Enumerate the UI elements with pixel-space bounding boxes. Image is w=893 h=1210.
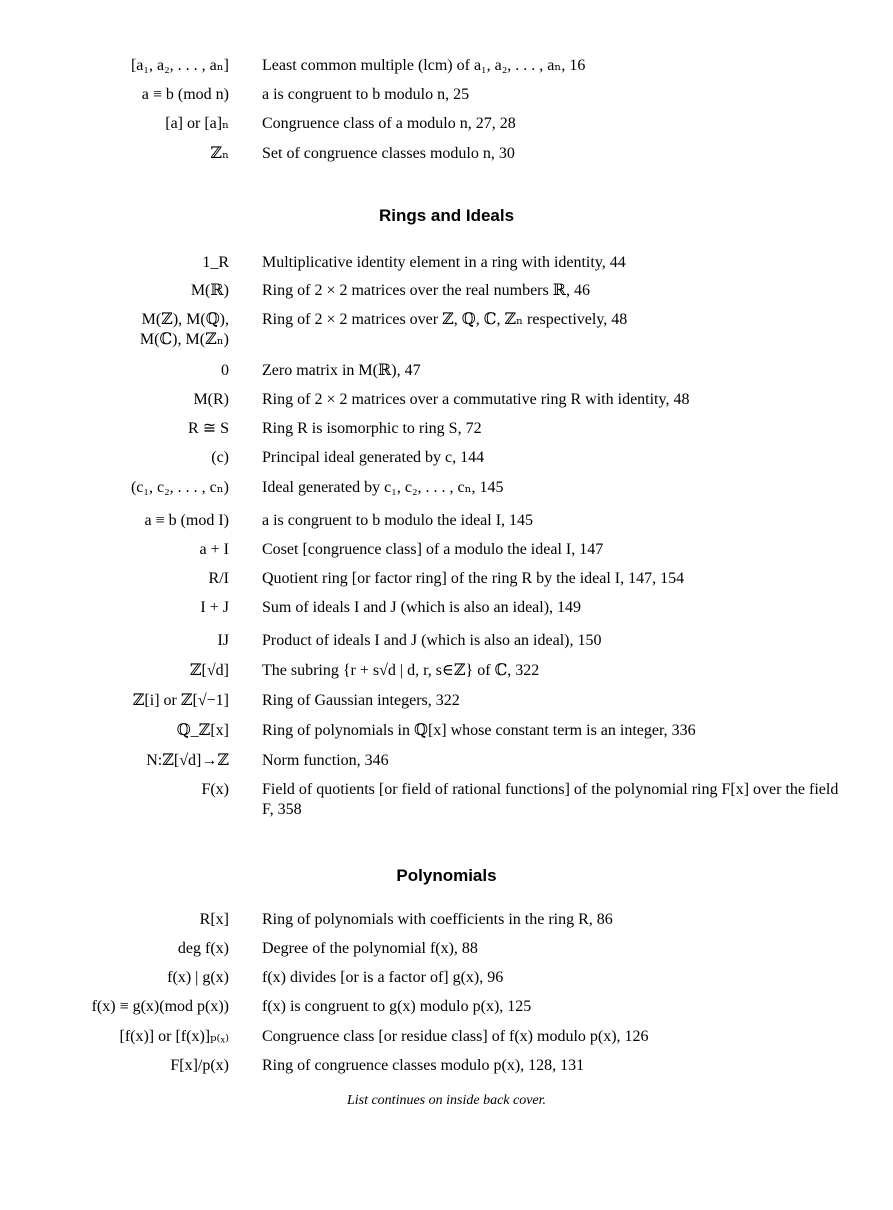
symbol: a + I — [199, 541, 229, 558]
description: Congruence class of a modulo n, 27, 28 — [262, 115, 516, 132]
description: Ring of Gaussian integers, 322 — [262, 692, 460, 709]
description: The subring {r + s√d | d, r, s∈ℤ} of ℂ, 322 — [262, 662, 540, 679]
section-heading: Rings and Ideals — [378, 206, 515, 225]
description: Ring of polynomials with coefficients in the ring R, 86 — [262, 911, 613, 928]
description: Congruence class [or residue class] of f(x) modulo p(x), 126 — [262, 1028, 649, 1045]
symbol: (c) — [211, 449, 229, 466]
description: f(x) divides [or is a factor of] g(x), 96 — [262, 969, 504, 986]
symbol: 0 — [221, 362, 229, 379]
description: a is congruent to b modulo n, 25 — [262, 86, 470, 103]
symbol: a ≡ b (mod I) — [144, 512, 229, 529]
description: Sum of ideals I and J (which is also an ideal), 149 — [262, 599, 582, 616]
description: Ring of congruence classes modulo p(x), 128, 131 — [262, 1057, 585, 1074]
description: Degree of the polynomial f(x), 88 — [262, 940, 478, 957]
description: Principal ideal generated by c, 144 — [262, 449, 485, 466]
symbol: f(x) ≡ g(x)(mod p(x)) — [91, 998, 229, 1015]
symbol: 1_R — [202, 254, 229, 271]
symbol: ℚ_ℤ[x] — [176, 722, 229, 739]
description: Ring of 2 × 2 matrices over a commutative ring R with identity, 48 — [262, 391, 690, 408]
continuation-note: List continues on inside back cover. — [346, 1093, 547, 1108]
description: a is congruent to b modulo the ideal I, 145 — [262, 512, 534, 529]
symbol: M(ℝ) — [190, 282, 229, 299]
symbol: deg f(x) — [177, 940, 229, 957]
symbol: N:ℤ[√d]→ℤ — [146, 752, 229, 769]
symbol: R/I — [208, 570, 229, 587]
symbol: M(R) — [193, 391, 229, 408]
symbol: F[x]/p(x) — [170, 1057, 229, 1074]
description: Ring of 2 × 2 matrices over ℤ, ℚ, ℂ, ℤₙ respectively, 48 — [262, 311, 628, 328]
symbol: [a] or [a]ₙ — [165, 115, 229, 132]
description: Norm function, 346 — [262, 752, 389, 769]
description: Ring of polynomials in ℚ[x] whose constant term is an integer, 336 — [262, 722, 696, 739]
description: Quotient ring [or factor ring] of the ring R by the ideal I, 147, 154 — [262, 570, 685, 587]
symbol — [140, 310, 229, 350]
description: Ring R is isomorphic to ring S, 72 — [262, 420, 482, 437]
section-heading: Polynomials — [396, 866, 497, 885]
description: Multiplicative identity element in a ring with identity, 44 — [262, 254, 626, 271]
description: Least common multiple (lcm) of a₁, a₂, . . . , aₙ, 16 — [262, 57, 586, 74]
symbol: f(x) | g(x) — [167, 969, 229, 986]
symbol: IJ — [217, 632, 229, 649]
description: Set of congruence classes modulo n, 30 — [262, 145, 515, 162]
description: Zero matrix in M(ℝ), 47 — [262, 362, 421, 379]
symbol: ℤ[√d] — [189, 662, 229, 679]
symbol: [f(x)] or [f(x)]ₚ₍ₓ₎ — [119, 1028, 229, 1045]
symbol: a ≡ b (mod n) — [141, 86, 229, 103]
symbol: R ≅ S — [188, 420, 229, 437]
description: f(x) is congruent to g(x) modulo p(x), 125 — [262, 998, 532, 1015]
description: Ring of 2 × 2 matrices over the real numbers ℝ, 46 — [262, 282, 591, 299]
symbol: [a₁, a₂, . . . , aₙ] — [130, 57, 229, 74]
symbol-line-1: M(ℤ), M(ℚ), — [141, 311, 229, 328]
symbol: R[x] — [199, 911, 229, 928]
description: Ideal generated by c₁, c₂, . . . , cₙ, 145 — [262, 479, 504, 496]
description: Field of quotients [or field of rational functions] of the polynomial ring F[x] over the field F, 358 — [262, 781, 839, 818]
symbol-line-2: M(ℂ), M(ℤₙ) — [139, 331, 229, 348]
description: Coset [congruence class] of a modulo the ideal I, 147 — [262, 541, 604, 558]
description: Product of ideals I and J (which is also an ideal), 150 — [262, 632, 602, 649]
symbol: I + J — [200, 599, 229, 616]
symbol: ℤₙ — [210, 145, 229, 162]
symbol: (c₁, c₂, . . . , cₙ) — [130, 479, 229, 496]
symbol: ℤ[i] or ℤ[√−1] — [132, 692, 229, 709]
symbol: F(x) — [201, 781, 229, 798]
